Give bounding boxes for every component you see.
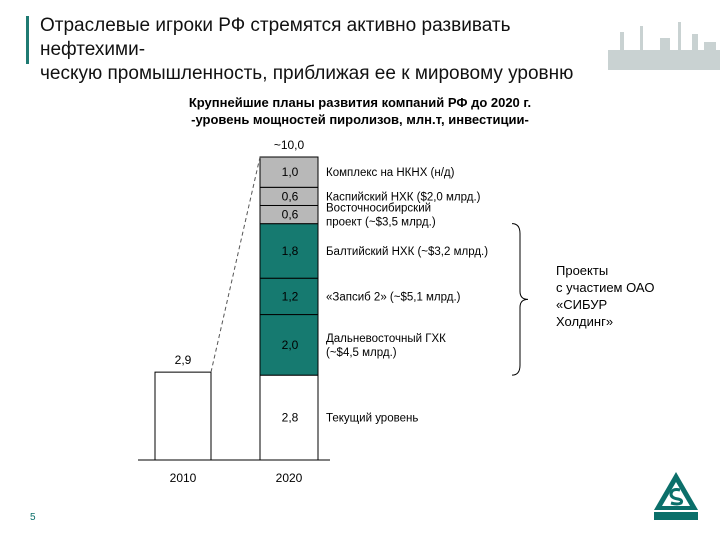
sibur-logo-icon bbox=[652, 470, 700, 522]
page-title-line-2: ческую промышленность, приближая ее к мировому уровню bbox=[40, 63, 574, 84]
sibur-projects-label bbox=[556, 262, 696, 330]
bar-2020-segment-5-desc: Восточносибирский bbox=[326, 202, 432, 215]
connector-top-line bbox=[211, 157, 260, 372]
page-number: 5 bbox=[30, 512, 36, 523]
bar-2020-segment-3-desc: «Запсиб 2» (~$5,1 млрд.) bbox=[326, 291, 461, 304]
bar-2020-segment-2-value: 2,0 bbox=[281, 337, 299, 352]
x-tick-label-2010: 2010 bbox=[169, 471, 197, 485]
bar-2020-segment-7-value: 1,0 bbox=[281, 165, 299, 180]
bar-2020-segment-2-desc: (~$4,5 млрд.) bbox=[326, 346, 397, 359]
sibur-projects-bracket bbox=[512, 224, 528, 376]
sibur-label-line-1: Проекты bbox=[556, 263, 609, 278]
x-tick-label-2020: 2020 bbox=[275, 471, 303, 485]
bar-2010-value-label: 2,9 bbox=[174, 353, 192, 368]
bar-2020-segment-1-value: 2,8 bbox=[281, 410, 299, 425]
bar-2020-segment-4-desc: Балтийский НХК (~$3,2 млрд.) bbox=[326, 245, 489, 258]
bar-2020-total-label: ~10,0 bbox=[273, 138, 305, 152]
sibur-label-line-3: «СИБУР bbox=[556, 297, 608, 312]
bar-2020-segment-5-desc: проект (~$3,5 млрд.) bbox=[326, 216, 436, 229]
chart-title-line-2: -уровень мощностей пиролизов, млн.т, инвестиции- bbox=[191, 112, 529, 127]
bar-2020-segment-6-desc: Каспийский НХК ($2,0 млрд.) bbox=[326, 191, 481, 204]
bar-2020-segment-5-value: 0,6 bbox=[281, 207, 299, 222]
bar-2020-segment-6-value: 0,6 bbox=[281, 189, 299, 204]
bar-2020-segment-7-desc: Комплекс на НКНХ (н/д) bbox=[326, 167, 455, 180]
page-title-line-1: Отраслевые игроки РФ стремятся активно развивать нефтехими- bbox=[40, 15, 511, 60]
bar-2010 bbox=[155, 372, 211, 460]
chart-title-line-1: Крупнейшие планы развития компаний РФ до 2020 г. bbox=[188, 95, 532, 110]
logo-text: СИБУР bbox=[661, 521, 691, 528]
bar-2020-segment-3-value: 1,2 bbox=[281, 289, 299, 304]
bar-2020-segment-4-value: 1,8 bbox=[281, 243, 299, 258]
sibur-label-line-2: с участием ОАО bbox=[556, 280, 655, 295]
bar-2020-segment-2-desc: Дальневосточный ГХК bbox=[326, 332, 446, 345]
sibur-label-line-4: Холдинг» bbox=[556, 314, 614, 329]
bar-2020-segment-1-desc: Текущий уровень bbox=[326, 412, 419, 425]
